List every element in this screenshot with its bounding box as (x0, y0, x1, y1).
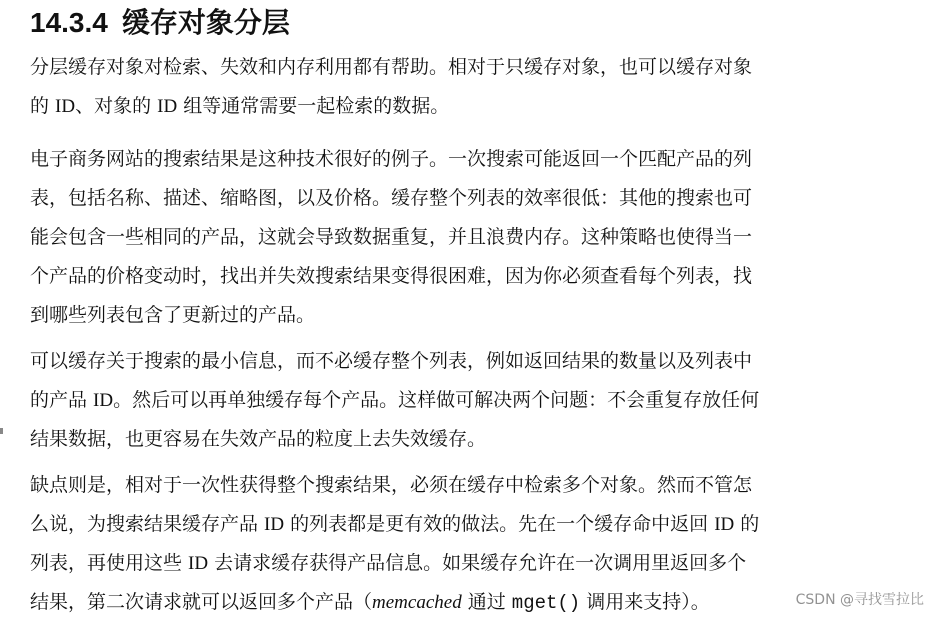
text-run: 个产品的价格变动时，找出并失效搜索结果变得很困难，因为你必须查看每个列表，找 (30, 265, 753, 287)
text-run: 分层缓存对象对检索、失效和内存利用都有帮助。相对于只缓存对象，也可以缓存对象 (30, 56, 753, 78)
text-run: 缺点则是，相对于一次性获得整个搜索结果，必须在缓存中检索多个对象。然而不管怎 (30, 474, 753, 496)
paragraph-1 (30, 48, 906, 126)
text-line (30, 179, 906, 218)
text-run: 、对象的 (75, 95, 158, 117)
text-line (30, 505, 906, 544)
text-run: 的列表都是更有效的做法。先在一个缓存命中返回 (284, 513, 715, 535)
paragraph-3 (30, 342, 906, 459)
text-line (30, 257, 906, 296)
text-run: ID (714, 514, 735, 535)
text-line (30, 466, 906, 505)
paragraph-2 (30, 140, 906, 335)
text-line (30, 420, 906, 459)
text-run: 能会包含一些相同的产品，这就会导致数据重复，并且浪费内存。这种策略也使得当一 (30, 226, 753, 248)
text-run: 的产品 (30, 389, 94, 411)
text-run: 的 (30, 95, 56, 117)
text-run: ID (157, 96, 178, 117)
text-run: 。然后可以再单独缓存每个产品。这样做可解决两个问题：不会重复存放任何 (113, 389, 760, 411)
text-line (30, 583, 906, 622)
text-run: ID (264, 514, 285, 535)
text-run: 可以缓存关于搜索的最小信息，而不必缓存整个列表，例如返回结果的数量以及列表中 (30, 350, 753, 372)
text-line (30, 48, 906, 87)
text-line (30, 544, 906, 583)
text-run: 去请求缓存获得产品信息。如果缓存允许在一次调用里返回多个 (208, 552, 747, 574)
code-term-mget: mget() (511, 592, 581, 614)
text-run: 电子商务网站的搜索结果是这种技术很好的例子。一次搜索可能返回一个匹配产品的列 (30, 148, 753, 170)
text-run: ID (55, 96, 76, 117)
section-number: 14.3.4 (30, 7, 108, 38)
text-line (30, 342, 906, 381)
text-run: 通过 (461, 591, 512, 613)
text-run: ID (188, 553, 209, 574)
watermark: CSDN @寻找雪拉比 (795, 592, 924, 608)
text-run: 表，包括名称、描述、缩略图，以及价格。缓存整个列表的效率很低：其他的搜索也可 (30, 187, 753, 209)
margin-mark (0, 428, 3, 434)
text-run: 组等通常需要一起检索的数据。 (177, 95, 450, 117)
text-run: 的 (734, 513, 760, 535)
text-run: ID (93, 390, 114, 411)
text-run: 结果，第二次请求就可以返回多个产品（ (30, 591, 373, 613)
text-line (30, 140, 906, 179)
text-run: 结果数据，也更容易在失效产品的粒度上去失效缓存。 (30, 428, 487, 450)
code-term-memcached: memcached (372, 592, 462, 613)
text-run: 列表，再使用这些 (30, 552, 189, 574)
text-line (30, 381, 906, 420)
text-line (30, 218, 906, 257)
text-line (30, 87, 906, 126)
text-run: 调用来支持）。 (580, 591, 710, 613)
text-line (30, 296, 906, 335)
paragraph-4 (30, 466, 906, 622)
section-heading (30, 4, 290, 42)
text-run: 到哪些列表包含了更新过的产品。 (30, 304, 316, 326)
text-run: 么说，为搜索结果缓存产品 (30, 513, 265, 535)
section-title: 缓存对象分层 (121, 6, 290, 39)
